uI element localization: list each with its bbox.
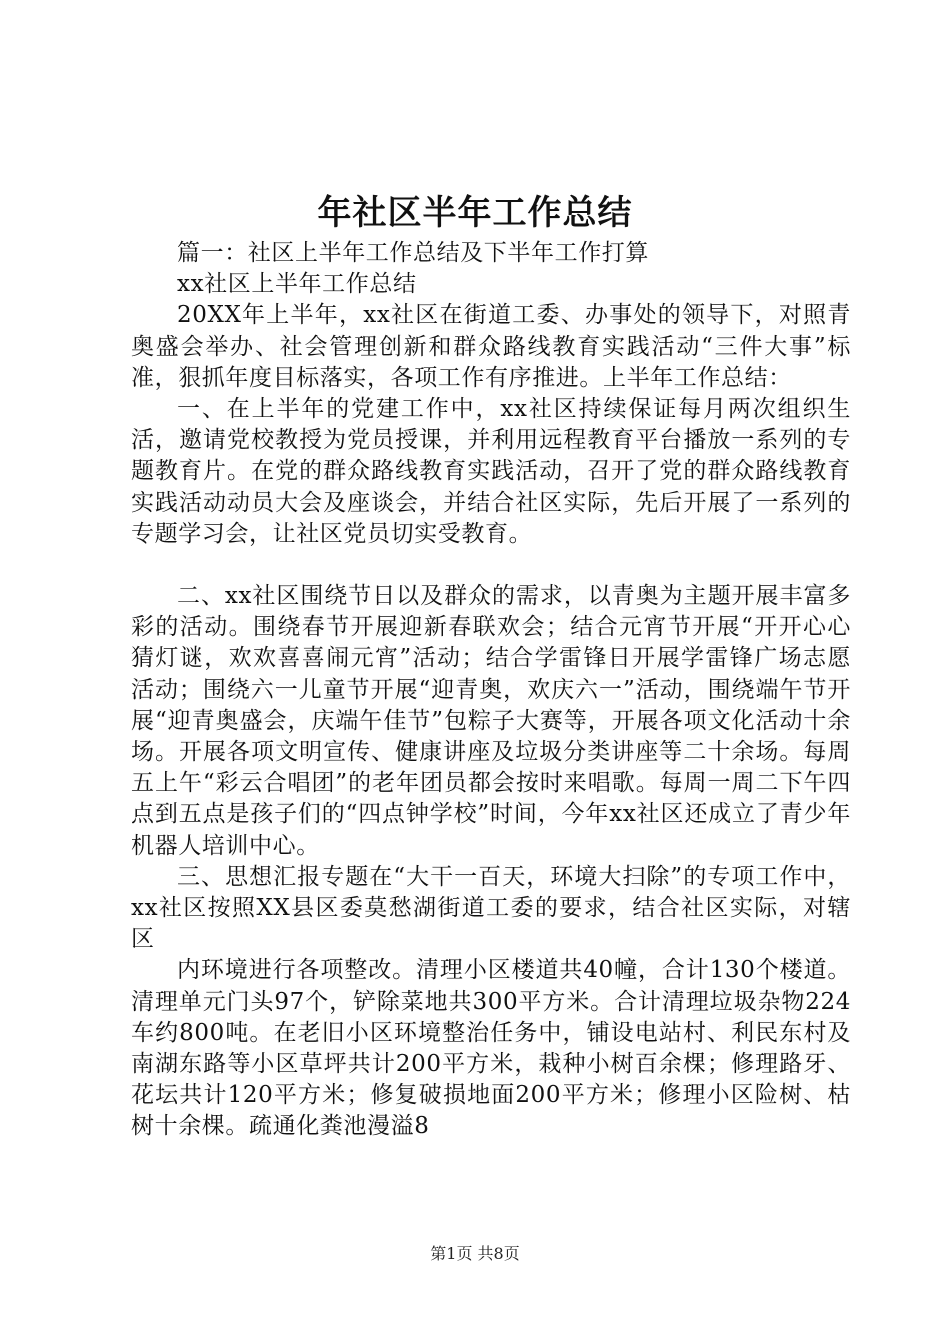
section-heading: 篇一：社区上半年工作总结及下半年工作打算 (177, 240, 649, 266)
paragraph-party-building: 一、在上半年的党建工作中，xx社区持续保证每月两次组织生活，邀请党校教授为党员授课，并利用远程教育平台播放一系列的专题教育片。在党的群众路线教育实践活动，召开了党的群众路线教育实践活动动员大会及座谈会，并结合社区实际，先后开展了一系列的专题学习会，让社区党员切实受教育。 (131, 396, 851, 547)
page-footer: 第1页 共8页 (430, 1244, 520, 1263)
paragraph-environment: 三、思想汇报专题在“大干一百天，环境大扫除”的专项工作中，xx社区按照XX县区委莫愁湖街道工委的要求，结合社区实际，对辖区 (131, 863, 851, 953)
paragraph-activities: 二、xx社区围绕节日以及群众的需求，以青奥为主题开展丰富多彩的活动。围绕春节开展迎新春联欢会；结合元宵节开展“开开心心猜灯谜，欢欢喜喜闹元宵”活动；结合学雷锋日开展学雷锋广场志愿活动；围绕六一儿童节开展“迎青奥，欢庆六一”活动，围绕端午节开展“迎青奥盛会，庆端午佳节”包粽子大赛等，开展各项文化活动十余场。开展各项文明宣传、健康讲座及垃圾分类讲座等二十余场。每周五上午“彩云合唱团”的老年团员都会按时来唱歌。每周一周二下午四点到五点是孩子们的“四点钟学校”时间，今年xx社区还成立了青少年机器人培训中心。 (131, 583, 851, 859)
document-title: 年社区半年工作总结 (317, 193, 633, 233)
paragraph-cleanup: 内环境进行各项整改。清理小区楼道共40幢，合计130个楼道。清理单元门头97个，铲除菜地共300平方米。合计清理垃圾杂物224车约800吨。在老旧小区环境整治任务中，铺设电站村、利民东村及南湖东路等小区草坪共计200平方米，栽种小树百余棵；修理路牙、花坛共计120平方米；修复破损地面200平方米；修理小区险树、枯树十余棵。疏通化粪池漫溢8 (131, 957, 851, 1140)
paragraph-intro: 20XX年上半年，xx社区在街道工委、办事处的领导下，对照青奥盛会举办、社会管理创新和群众路线教育实践活动“三件大事”标准，狠抓年度目标落实，各项工作有序推进。上半年工作总结： (131, 302, 851, 391)
subtitle: xx社区上半年工作总结 (177, 271, 417, 298)
document-body (131, 238, 851, 1143)
